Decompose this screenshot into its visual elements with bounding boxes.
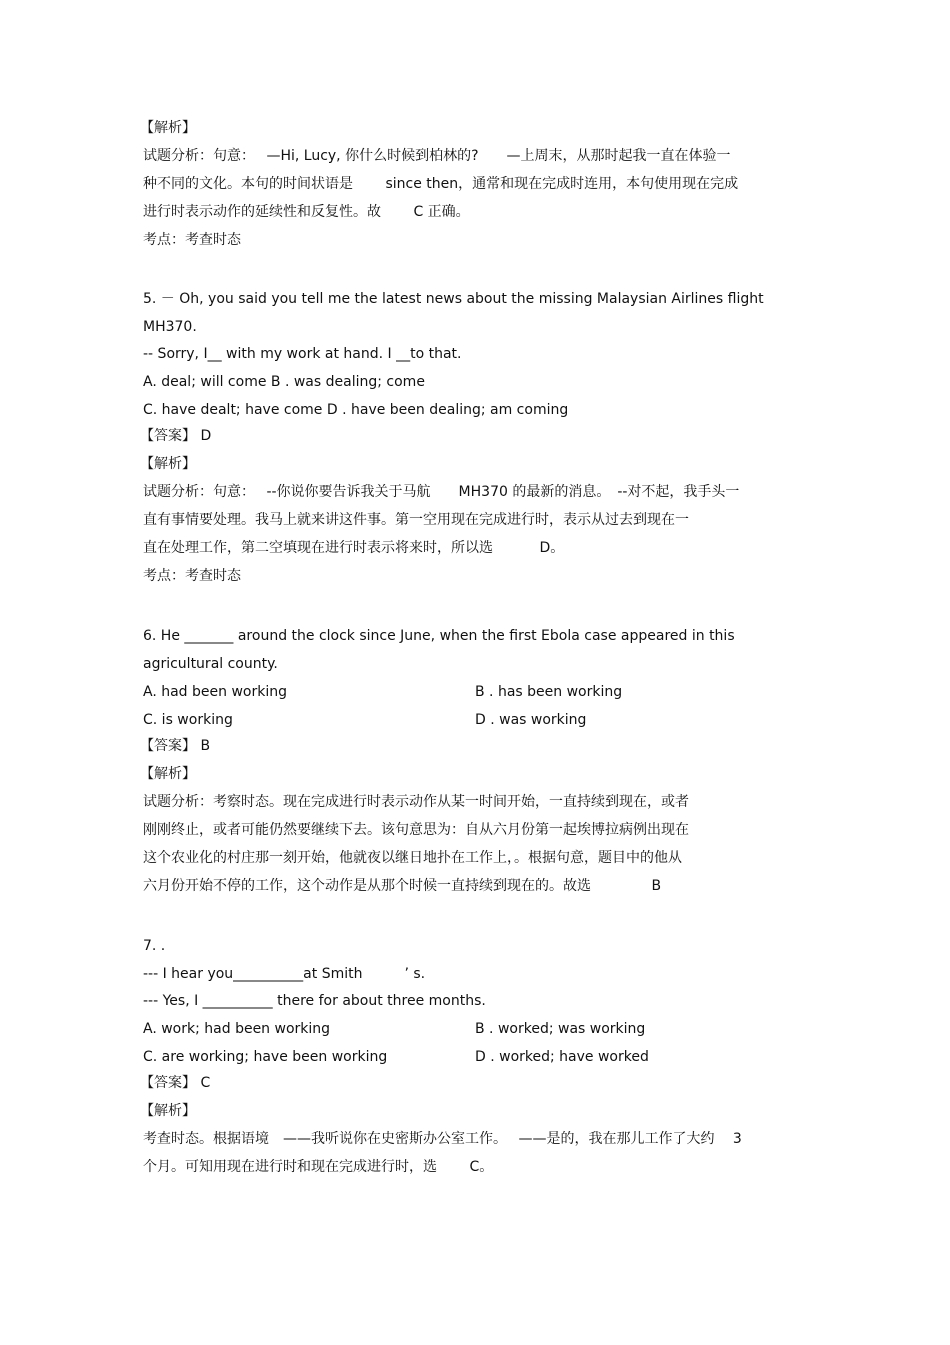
question-7-stem: --- Yes, I __________ there for about three months. bbox=[143, 993, 486, 1009]
analysis-label: 【解析】 bbox=[140, 766, 196, 782]
analysis-text: 考查时态。根据语境 ——我听说你在史密斯办公室工作。 ——是的，我在那儿工作了大约 3 bbox=[143, 1131, 742, 1147]
question-7-stem: --- I hear you__________at Smith ’ s. bbox=[143, 966, 426, 982]
question-7-option-d: D . worked; have worked bbox=[475, 1049, 649, 1065]
analysis-text: 直在处理工作，第二空填现在进行时表示将来时，所以选 D。 bbox=[143, 540, 565, 556]
analysis-text: 进行时表示动作的延续性和反复性。故 C 正确。 bbox=[143, 204, 470, 220]
analysis-text: 试题分析：句意： --你说你要告诉我关于马航 MH370 的最新的消息。 --对不起，我手头一 bbox=[143, 484, 740, 500]
question-7-option-a: A. work; had been working bbox=[143, 1021, 331, 1037]
knowledge-point: 考点：考查时态 bbox=[143, 232, 241, 248]
analysis-text: 个月。可知用现在进行时和现在完成进行时，选 C。 bbox=[143, 1159, 494, 1175]
analysis-text: 直有事情要处理。我马上就来讲这件事。第一空用现在完成进行时，表示从过去到现在一 bbox=[143, 512, 689, 528]
answer-label: 【答案】 B bbox=[140, 738, 211, 754]
question-5-stem: 5. － Oh, you said you tell me the latest news about the missing Malaysian Airlines flight bbox=[143, 291, 764, 307]
question-6-option-c: C. is working bbox=[143, 712, 233, 728]
question-5-options-cd: C. have dealt; have come D . have been dealing; am coming bbox=[143, 402, 569, 418]
question-7-stem: 7. . bbox=[143, 938, 166, 954]
knowledge-point: 考点：考查时态 bbox=[143, 568, 241, 584]
question-7-option-c: C. are working; have been working bbox=[143, 1049, 388, 1065]
question-5-stem: -- Sorry, I__ with my work at hand. I __to that. bbox=[143, 346, 462, 362]
question-5-stem: MH370. bbox=[143, 319, 197, 335]
question-6-option-b: B . has been working bbox=[475, 684, 623, 700]
question-7-option-b: B . worked; was working bbox=[475, 1021, 646, 1037]
question-6-option-d: D . was working bbox=[475, 712, 587, 728]
analysis-text: 种不同的文化。本句的时间状语是 since then，通常和现在完成时连用，本句使用现在完成 bbox=[143, 176, 739, 192]
answer-label: 【答案】 D bbox=[140, 428, 212, 444]
analysis-label: 【解析】 bbox=[140, 1103, 196, 1119]
question-5-options-ab: A. deal; will come B . was dealing; come bbox=[143, 374, 425, 390]
analysis-text: 试题分析：句意： —Hi, Lucy, 你什么时候到柏林的? —上周末，从那时起我一直在体验一 bbox=[143, 148, 731, 164]
analysis-label: 【解析】 bbox=[140, 120, 196, 136]
answer-label: 【答案】 C bbox=[140, 1075, 211, 1091]
analysis-label: 【解析】 bbox=[140, 456, 196, 472]
question-6-stem: agricultural county. bbox=[143, 656, 278, 672]
question-6-stem: 6. He _______ around the clock since June, when the first Ebola case appeared in this bbox=[143, 628, 735, 644]
analysis-text: 六月份开始不停的工作，这个动作是从那个时候一直持续到现在的。故选 B bbox=[143, 878, 662, 894]
question-6-option-a: A. had been working bbox=[143, 684, 287, 700]
analysis-text: 刚刚终止，或者可能仍然要继续下去。该句意思为：自从六月份第一起埃博拉病例出现在 bbox=[143, 822, 689, 838]
analysis-text: 试题分析：考察时态。现在完成进行时表示动作从某一时间开始，一直持续到现在，或者 bbox=[143, 794, 689, 810]
analysis-text: 这个农业化的村庄那一刻开始，他就夜以继日地扑在工作上，。根据句意，题目中的他从 bbox=[143, 850, 682, 866]
